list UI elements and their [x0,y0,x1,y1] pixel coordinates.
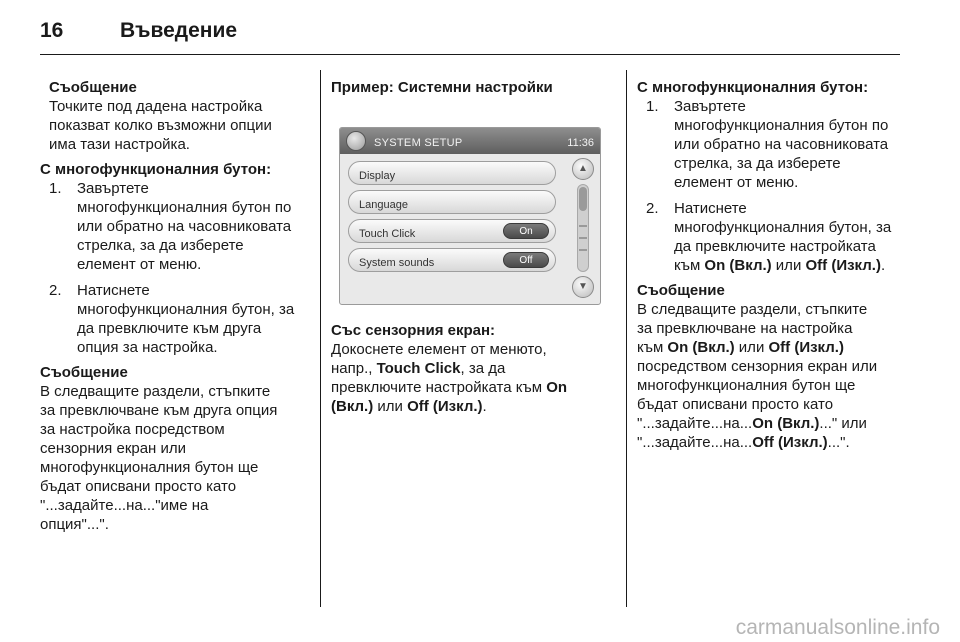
text-span: или [734,339,769,356]
screen-clock: 11:36 [567,137,594,149]
multifunction-heading: С многофункционалния бутон: [637,79,869,96]
step-line: елемент от меню. [674,174,799,191]
note-heading: Съобщение [40,364,128,381]
step-line: да превключите настройката [674,238,876,255]
step-2 [637,199,900,275]
text-span: ...". [827,434,850,451]
menu-item-label: Display [359,170,396,182]
menu-item-display [348,161,556,185]
screen-title: SYSTEM SETUP [374,137,463,149]
text-span: . [880,257,886,274]
text-line [331,397,603,416]
note-line [637,338,900,357]
step-line: Завъртете [77,180,149,197]
touch-heading: Със сензорния екран: [331,322,496,339]
bold-term: On (Вкл.) [752,415,820,432]
menu-item-language [348,190,556,214]
step-line: многофункционалния бутон, за [674,219,892,236]
bold-term: Off (Изкл.) [768,339,844,356]
page-header [40,14,237,48]
note-line: опция"...". [40,516,109,533]
scroll-tick [579,237,587,239]
step-text [71,281,308,357]
step-line: или обратно на часовниковата [674,136,889,153]
text-span: , за да [460,360,506,377]
example-heading: Пример: Системни настройки [331,79,553,96]
screen-title-bar [340,128,600,154]
text-span: "...задайте...на... [637,434,753,451]
note-heading: Съобщение [637,282,725,299]
text-span: или [771,257,806,274]
step-number: 1. [646,98,659,115]
step-text [668,199,900,275]
step-number: 2. [49,282,62,299]
brand-logo-icon [346,131,366,151]
text-span: напр., [331,360,377,377]
column-2 [331,78,603,416]
step-line: стрелка, за да изберете [77,237,244,254]
menu-item-system-sounds [348,248,556,272]
bold-term: On (Вкл.) [667,339,735,356]
note-line: В следващите раздели, стъпките [637,301,868,318]
step-line: многофункционалния бутон, за [77,301,295,318]
note-line: многофункционалния бутон ще [40,459,259,476]
step-line: или обратно на часовниковата [77,218,292,235]
note-text [637,300,900,452]
bold-term: On [546,379,568,396]
step-line [674,256,900,275]
toggle-indicator: Off [503,252,549,268]
note-line: Точките под дадена настройка [49,98,263,115]
step-line: Натиснете [674,200,747,217]
note-heading: Съобщение [49,79,137,96]
menu-item-label: Language [359,199,408,211]
screen-scrollbar [572,158,594,298]
note-line: В следващите раздели, стъпките [40,383,271,400]
step-2 [40,281,308,357]
bold-term: Off (Изкл.) [752,434,828,451]
text-line [331,378,603,397]
note-line: за настройка посредством [40,421,225,438]
step-line: Натиснете [77,282,150,299]
text-span: или [373,398,408,415]
scroll-down-icon: ▼ [572,276,594,298]
step-1 [40,179,308,274]
scroll-tick [579,249,587,251]
toggle-indicator: On [503,223,549,239]
text-span: ..." или [819,415,867,432]
chapter-title: Въведение [120,19,238,42]
bold-term: Touch Click [376,360,461,377]
text-span: превключите настройката към [331,379,547,396]
step-line: Завъртете [674,98,746,115]
column-3 [637,78,900,452]
scroll-thumb [579,187,587,211]
note-line: многофункционалния бутон ще [637,377,856,394]
note-line [637,414,900,433]
scroll-tick [579,225,587,227]
step-number: 1. [49,180,62,197]
note-line: бъдат описвани просто като [40,478,237,495]
text-span: "...задайте...на... [637,415,753,432]
step-line: да превключите към друга [77,320,262,337]
note-line: бъдат описвани просто като [637,396,834,413]
column-divider-2 [626,70,627,607]
text-line: Докоснете елемент от менюто, [331,341,547,358]
menu-item-touch-click [348,219,556,243]
scroll-up-icon: ▲ [572,158,594,180]
text-span: към [674,257,705,274]
note-text [40,97,308,154]
text-span: към [637,339,668,356]
column-1 [40,78,308,534]
note-line: има тази настройка. [49,136,190,153]
text-span: . [482,398,487,415]
note-line: сензорния екран или [40,440,187,457]
step-text [668,97,900,192]
note-text [40,382,308,534]
touch-text [331,340,603,416]
note-line [637,433,900,452]
bold-term: Off (Изкл.) [805,257,881,274]
step-line: многофункционалния бутон по [77,199,292,216]
step-line: опция за настройка. [77,339,218,356]
bold-term: Off (Изкл.) [407,398,483,415]
step-line: стрелка, за да изберете [674,155,841,172]
note-line: за превключване към друга опция [40,402,278,419]
menu-item-label: Touch Click [359,228,416,240]
system-setup-screenshot [331,113,603,313]
note-line: посредством сензорния екран или [637,358,878,375]
note-line: за превключване на настройка [637,320,853,337]
step-text [71,179,308,274]
menu-item-label: System sounds [359,257,435,269]
step-line: многофункционалния бутон по [674,117,889,134]
watermark: carmanualsonline.info [735,616,940,639]
multifunction-heading: С многофункционалния бутон: [40,161,272,178]
step-line: елемент от меню. [77,256,202,273]
screen-display [339,127,601,305]
step-number: 2. [646,200,659,217]
step-1 [637,97,900,192]
scroll-track [577,184,589,272]
bold-term: On (Вкл.) [704,257,772,274]
text-line [331,359,603,378]
bold-term: (Вкл.) [331,398,374,415]
note-line: показват колко възможни опции [49,117,272,134]
note-line: "...задайте...на..."име на [40,497,209,514]
column-divider-1 [320,70,321,607]
header-rule [40,54,900,55]
page-number: 16 [40,19,64,42]
